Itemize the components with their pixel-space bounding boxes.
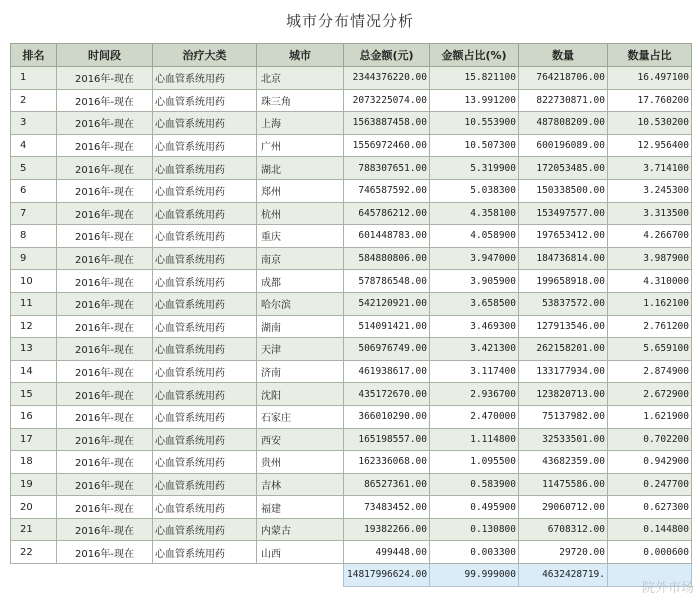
cell-city: 成都	[257, 270, 344, 293]
table-row[interactable]	[11, 451, 692, 474]
cell-category: 心血管系统用药	[153, 67, 257, 90]
table-row[interactable]	[11, 338, 692, 361]
total-amount: 14817996624.00	[344, 564, 430, 587]
cell-category: 心血管系统用药	[153, 157, 257, 180]
cell-rank: 20	[11, 496, 57, 519]
cell-category: 心血管系统用药	[153, 473, 257, 496]
cell-quantity: 75137982.00	[519, 405, 608, 428]
table-row[interactable]	[11, 360, 692, 383]
cell-quantity: 172053485.00	[519, 157, 608, 180]
cell-amount-pct: 4.358100	[430, 202, 519, 225]
cell-rank: 9	[11, 247, 57, 270]
cell-city: 郑州	[257, 179, 344, 202]
cell-period: 2016年-现在	[57, 518, 153, 541]
totals-row	[11, 564, 692, 587]
cell-quantity-pct: 4.310000	[608, 270, 692, 293]
cell-amount: 435172670.00	[344, 383, 430, 406]
table-row[interactable]	[11, 157, 692, 180]
cell-period: 2016年-现在	[57, 247, 153, 270]
cell-quantity: 822730871.00	[519, 89, 608, 112]
totals-spacer	[153, 564, 257, 587]
cell-quantity-pct: 0.627300	[608, 496, 692, 519]
table-row[interactable]	[11, 541, 692, 564]
cell-quantity: 764218706.00	[519, 67, 608, 90]
cell-rank: 7	[11, 202, 57, 225]
table-row[interactable]	[11, 270, 692, 293]
cell-rank: 2	[11, 89, 57, 112]
cell-amount: 601448783.00	[344, 225, 430, 248]
cell-amount: 19382266.00	[344, 518, 430, 541]
cell-quantity-pct: 0.144800	[608, 518, 692, 541]
page-title: 城市分布情况分析	[285, 12, 414, 30]
cell-period: 2016年-现在	[57, 292, 153, 315]
cell-amount-pct: 1.114800	[430, 428, 519, 451]
cell-rank: 15	[11, 383, 57, 406]
col-header-quantity[interactable]: 数量	[519, 44, 608, 67]
col-header-period[interactable]: 时间段	[57, 44, 153, 67]
cell-city: 上海	[257, 112, 344, 135]
cell-category: 心血管系统用药	[153, 338, 257, 361]
cell-amount-pct: 2.936700	[430, 383, 519, 406]
cell-quantity-pct: 0.942900	[608, 451, 692, 474]
cell-quantity-pct: 16.497100	[608, 67, 692, 90]
cell-rank: 11	[11, 292, 57, 315]
cell-rank: 16	[11, 405, 57, 428]
cell-city: 广州	[257, 134, 344, 157]
cell-category: 心血管系统用药	[153, 496, 257, 519]
cell-amount-pct: 5.319900	[430, 157, 519, 180]
table-row[interactable]	[11, 383, 692, 406]
cell-category: 心血管系统用药	[153, 202, 257, 225]
cell-amount-pct: 3.658500	[430, 292, 519, 315]
cell-quantity: 29060712.00	[519, 496, 608, 519]
cell-quantity-pct: 3.245300	[608, 179, 692, 202]
cell-city: 福建	[257, 496, 344, 519]
cell-quantity-pct: 1.162100	[608, 292, 692, 315]
cell-amount-pct: 2.470000	[430, 405, 519, 428]
cell-category: 心血管系统用药	[153, 360, 257, 383]
cell-period: 2016年-现在	[57, 473, 153, 496]
cell-rank: 12	[11, 315, 57, 338]
cell-rank: 13	[11, 338, 57, 361]
cell-category: 心血管系统用药	[153, 383, 257, 406]
col-header-amount[interactable]: 总金额(元)	[344, 44, 430, 67]
cell-quantity: 262158201.00	[519, 338, 608, 361]
cell-city: 吉林	[257, 473, 344, 496]
cell-period: 2016年-现在	[57, 179, 153, 202]
cell-amount: 86527361.00	[344, 473, 430, 496]
cell-rank: 10	[11, 270, 57, 293]
total-amount-pct: 99.999000	[430, 564, 519, 587]
cell-city: 石家庄	[257, 405, 344, 428]
table-row[interactable]	[11, 112, 692, 135]
cell-city: 天津	[257, 338, 344, 361]
cell-quantity: 153497577.00	[519, 202, 608, 225]
cell-category: 心血管系统用药	[153, 89, 257, 112]
cell-amount-pct: 5.038300	[430, 179, 519, 202]
cell-rank: 17	[11, 428, 57, 451]
cell-city: 珠三角	[257, 89, 344, 112]
cell-city: 湖南	[257, 315, 344, 338]
cell-quantity: 43682359.00	[519, 451, 608, 474]
cell-city: 沈阳	[257, 383, 344, 406]
totals-spacer	[57, 564, 153, 587]
cell-quantity-pct: 0.247700	[608, 473, 692, 496]
cell-quantity: 133177934.00	[519, 360, 608, 383]
cell-amount: 506976749.00	[344, 338, 430, 361]
cell-amount-pct: 15.821100	[430, 67, 519, 90]
col-header-city[interactable]: 城市	[257, 44, 344, 67]
cell-rank: 6	[11, 179, 57, 202]
cell-rank: 14	[11, 360, 57, 383]
cell-amount-pct: 1.095500	[430, 451, 519, 474]
cell-quantity: 487808209.00	[519, 112, 608, 135]
cell-period: 2016年-现在	[57, 360, 153, 383]
cell-amount: 746587592.00	[344, 179, 430, 202]
cell-quantity: 184736814.00	[519, 247, 608, 270]
cell-amount: 2344376220.00	[344, 67, 430, 90]
cell-quantity-pct: 2.672900	[608, 383, 692, 406]
cell-category: 心血管系统用药	[153, 405, 257, 428]
table-row[interactable]	[11, 496, 692, 519]
cell-period: 2016年-现在	[57, 134, 153, 157]
cell-amount-pct: 3.117400	[430, 360, 519, 383]
cell-period: 2016年-现在	[57, 270, 153, 293]
totals-spacer	[257, 564, 344, 587]
cell-category: 心血管系统用药	[153, 451, 257, 474]
cell-rank: 5	[11, 157, 57, 180]
table-row[interactable]	[11, 473, 692, 496]
cell-amount: 514091421.00	[344, 315, 430, 338]
cell-amount: 1556972460.00	[344, 134, 430, 157]
cell-amount-pct: 0.130800	[430, 518, 519, 541]
cell-category: 心血管系统用药	[153, 112, 257, 135]
cell-quantity-pct: 2.874900	[608, 360, 692, 383]
cell-quantity: 150338500.00	[519, 179, 608, 202]
cell-rank: 21	[11, 518, 57, 541]
table-row[interactable]	[11, 405, 692, 428]
cell-rank: 1	[11, 67, 57, 90]
table-row[interactable]	[11, 518, 692, 541]
cell-city: 西安	[257, 428, 344, 451]
cell-period: 2016年-现在	[57, 338, 153, 361]
table-row[interactable]	[11, 89, 692, 112]
cell-period: 2016年-现在	[57, 89, 153, 112]
cell-rank: 4	[11, 134, 57, 157]
table-row[interactable]	[11, 315, 692, 338]
cell-quantity-pct: 3.313500	[608, 202, 692, 225]
cell-period: 2016年-现在	[57, 225, 153, 248]
table-row[interactable]	[11, 428, 692, 451]
cell-quantity: 53837572.00	[519, 292, 608, 315]
cell-quantity: 32533501.00	[519, 428, 608, 451]
cell-period: 2016年-现在	[57, 451, 153, 474]
cell-quantity-pct: 3.987900	[608, 247, 692, 270]
cell-category: 心血管系统用药	[153, 292, 257, 315]
table-row[interactable]	[11, 179, 692, 202]
cell-quantity-pct: 10.530200	[608, 112, 692, 135]
cell-period: 2016年-现在	[57, 67, 153, 90]
cell-quantity: 123820713.00	[519, 383, 608, 406]
cell-amount: 542120921.00	[344, 292, 430, 315]
cell-city: 哈尔滨	[257, 292, 344, 315]
table-body	[11, 67, 692, 564]
cell-quantity: 199658918.00	[519, 270, 608, 293]
cell-category: 心血管系统用药	[153, 179, 257, 202]
cell-quantity-pct: 12.956400	[608, 134, 692, 157]
cell-category: 心血管系统用药	[153, 134, 257, 157]
cell-amount: 461938617.00	[344, 360, 430, 383]
cell-city: 内蒙古	[257, 518, 344, 541]
col-header-amount-pct[interactable]: 金额占比(%)	[430, 44, 519, 67]
cell-amount: 499448.00	[344, 541, 430, 564]
cell-amount: 73483452.00	[344, 496, 430, 519]
cell-amount-pct: 0.583900	[430, 473, 519, 496]
watermark: 院外市场	[641, 581, 694, 596]
totals-spacer	[11, 564, 57, 587]
cell-city: 重庆	[257, 225, 344, 248]
cell-quantity-pct: 0.702200	[608, 428, 692, 451]
cell-city: 南京	[257, 247, 344, 270]
cell-amount-pct: 3.421300	[430, 338, 519, 361]
cell-amount-pct: 13.991200	[430, 89, 519, 112]
cell-city: 贵州	[257, 451, 344, 474]
cell-period: 2016年-现在	[57, 202, 153, 225]
cell-rank: 19	[11, 473, 57, 496]
cell-quantity: 6708312.00	[519, 518, 608, 541]
cell-amount: 788307651.00	[344, 157, 430, 180]
cell-amount-pct: 0.003300	[430, 541, 519, 564]
cell-period: 2016年-现在	[57, 383, 153, 406]
cell-period: 2016年-现在	[57, 157, 153, 180]
table-row[interactable]	[11, 134, 692, 157]
cell-amount-pct: 3.947000	[430, 247, 519, 270]
cell-city: 湖北	[257, 157, 344, 180]
cell-category: 心血管系统用药	[153, 541, 257, 564]
cell-period: 2016年-现在	[57, 315, 153, 338]
cell-quantity: 29720.00	[519, 541, 608, 564]
cell-category: 心血管系统用药	[153, 428, 257, 451]
cell-amount: 584880806.00	[344, 247, 430, 270]
cell-quantity: 600196089.00	[519, 134, 608, 157]
cell-category: 心血管系统用药	[153, 315, 257, 338]
col-header-quantity-pct[interactable]: 数量占比	[608, 44, 692, 67]
col-header-category[interactable]: 治疗大类	[153, 44, 257, 67]
cell-quantity: 11475586.00	[519, 473, 608, 496]
table-row[interactable]	[11, 225, 692, 248]
cell-amount: 1563887458.00	[344, 112, 430, 135]
cell-city: 杭州	[257, 202, 344, 225]
city-distribution-table	[10, 43, 692, 587]
cell-rank: 8	[11, 225, 57, 248]
cell-amount-pct: 3.469300	[430, 315, 519, 338]
cell-amount-pct: 10.553900	[430, 112, 519, 135]
cell-amount: 165198557.00	[344, 428, 430, 451]
cell-period: 2016年-现在	[57, 112, 153, 135]
cell-quantity-pct: 0.000600	[608, 541, 692, 564]
cell-amount-pct: 10.507300	[430, 134, 519, 157]
cell-amount-pct: 0.495900	[430, 496, 519, 519]
cell-category: 心血管系统用药	[153, 270, 257, 293]
table-row[interactable]	[11, 247, 692, 270]
cell-period: 2016年-现在	[57, 405, 153, 428]
cell-rank: 22	[11, 541, 57, 564]
cell-quantity-pct: 4.266700	[608, 225, 692, 248]
cell-amount: 366010290.00	[344, 405, 430, 428]
cell-quantity-pct: 1.621900	[608, 405, 692, 428]
cell-quantity: 197653412.00	[519, 225, 608, 248]
table-row[interactable]	[11, 67, 692, 90]
cell-amount-pct: 4.058900	[430, 225, 519, 248]
cell-quantity-pct: 2.761200	[608, 315, 692, 338]
cell-period: 2016年-现在	[57, 428, 153, 451]
col-header-rank[interactable]: 排名	[11, 44, 57, 67]
cell-category: 心血管系统用药	[153, 225, 257, 248]
cell-city: 山西	[257, 541, 344, 564]
cell-rank: 18	[11, 451, 57, 474]
cell-amount: 2073225074.00	[344, 89, 430, 112]
cell-quantity: 127913546.00	[519, 315, 608, 338]
cell-amount: 645786212.00	[344, 202, 430, 225]
table-header-row	[11, 44, 692, 67]
cell-quantity-pct: 17.760200	[608, 89, 692, 112]
cell-category: 心血管系统用药	[153, 518, 257, 541]
cell-period: 2016年-现在	[57, 541, 153, 564]
table-row[interactable]	[11, 292, 692, 315]
cell-amount: 578786548.00	[344, 270, 430, 293]
cell-quantity-pct: 5.659100	[608, 338, 692, 361]
table-row[interactable]	[11, 202, 692, 225]
total-quantity: 4632428719.	[519, 564, 608, 587]
cell-amount-pct: 3.905900	[430, 270, 519, 293]
cell-category: 心血管系统用药	[153, 247, 257, 270]
cell-period: 2016年-现在	[57, 496, 153, 519]
cell-city: 北京	[257, 67, 344, 90]
cell-rank: 3	[11, 112, 57, 135]
cell-amount: 162336068.00	[344, 451, 430, 474]
cell-city: 济南	[257, 360, 344, 383]
cell-quantity-pct: 3.714100	[608, 157, 692, 180]
